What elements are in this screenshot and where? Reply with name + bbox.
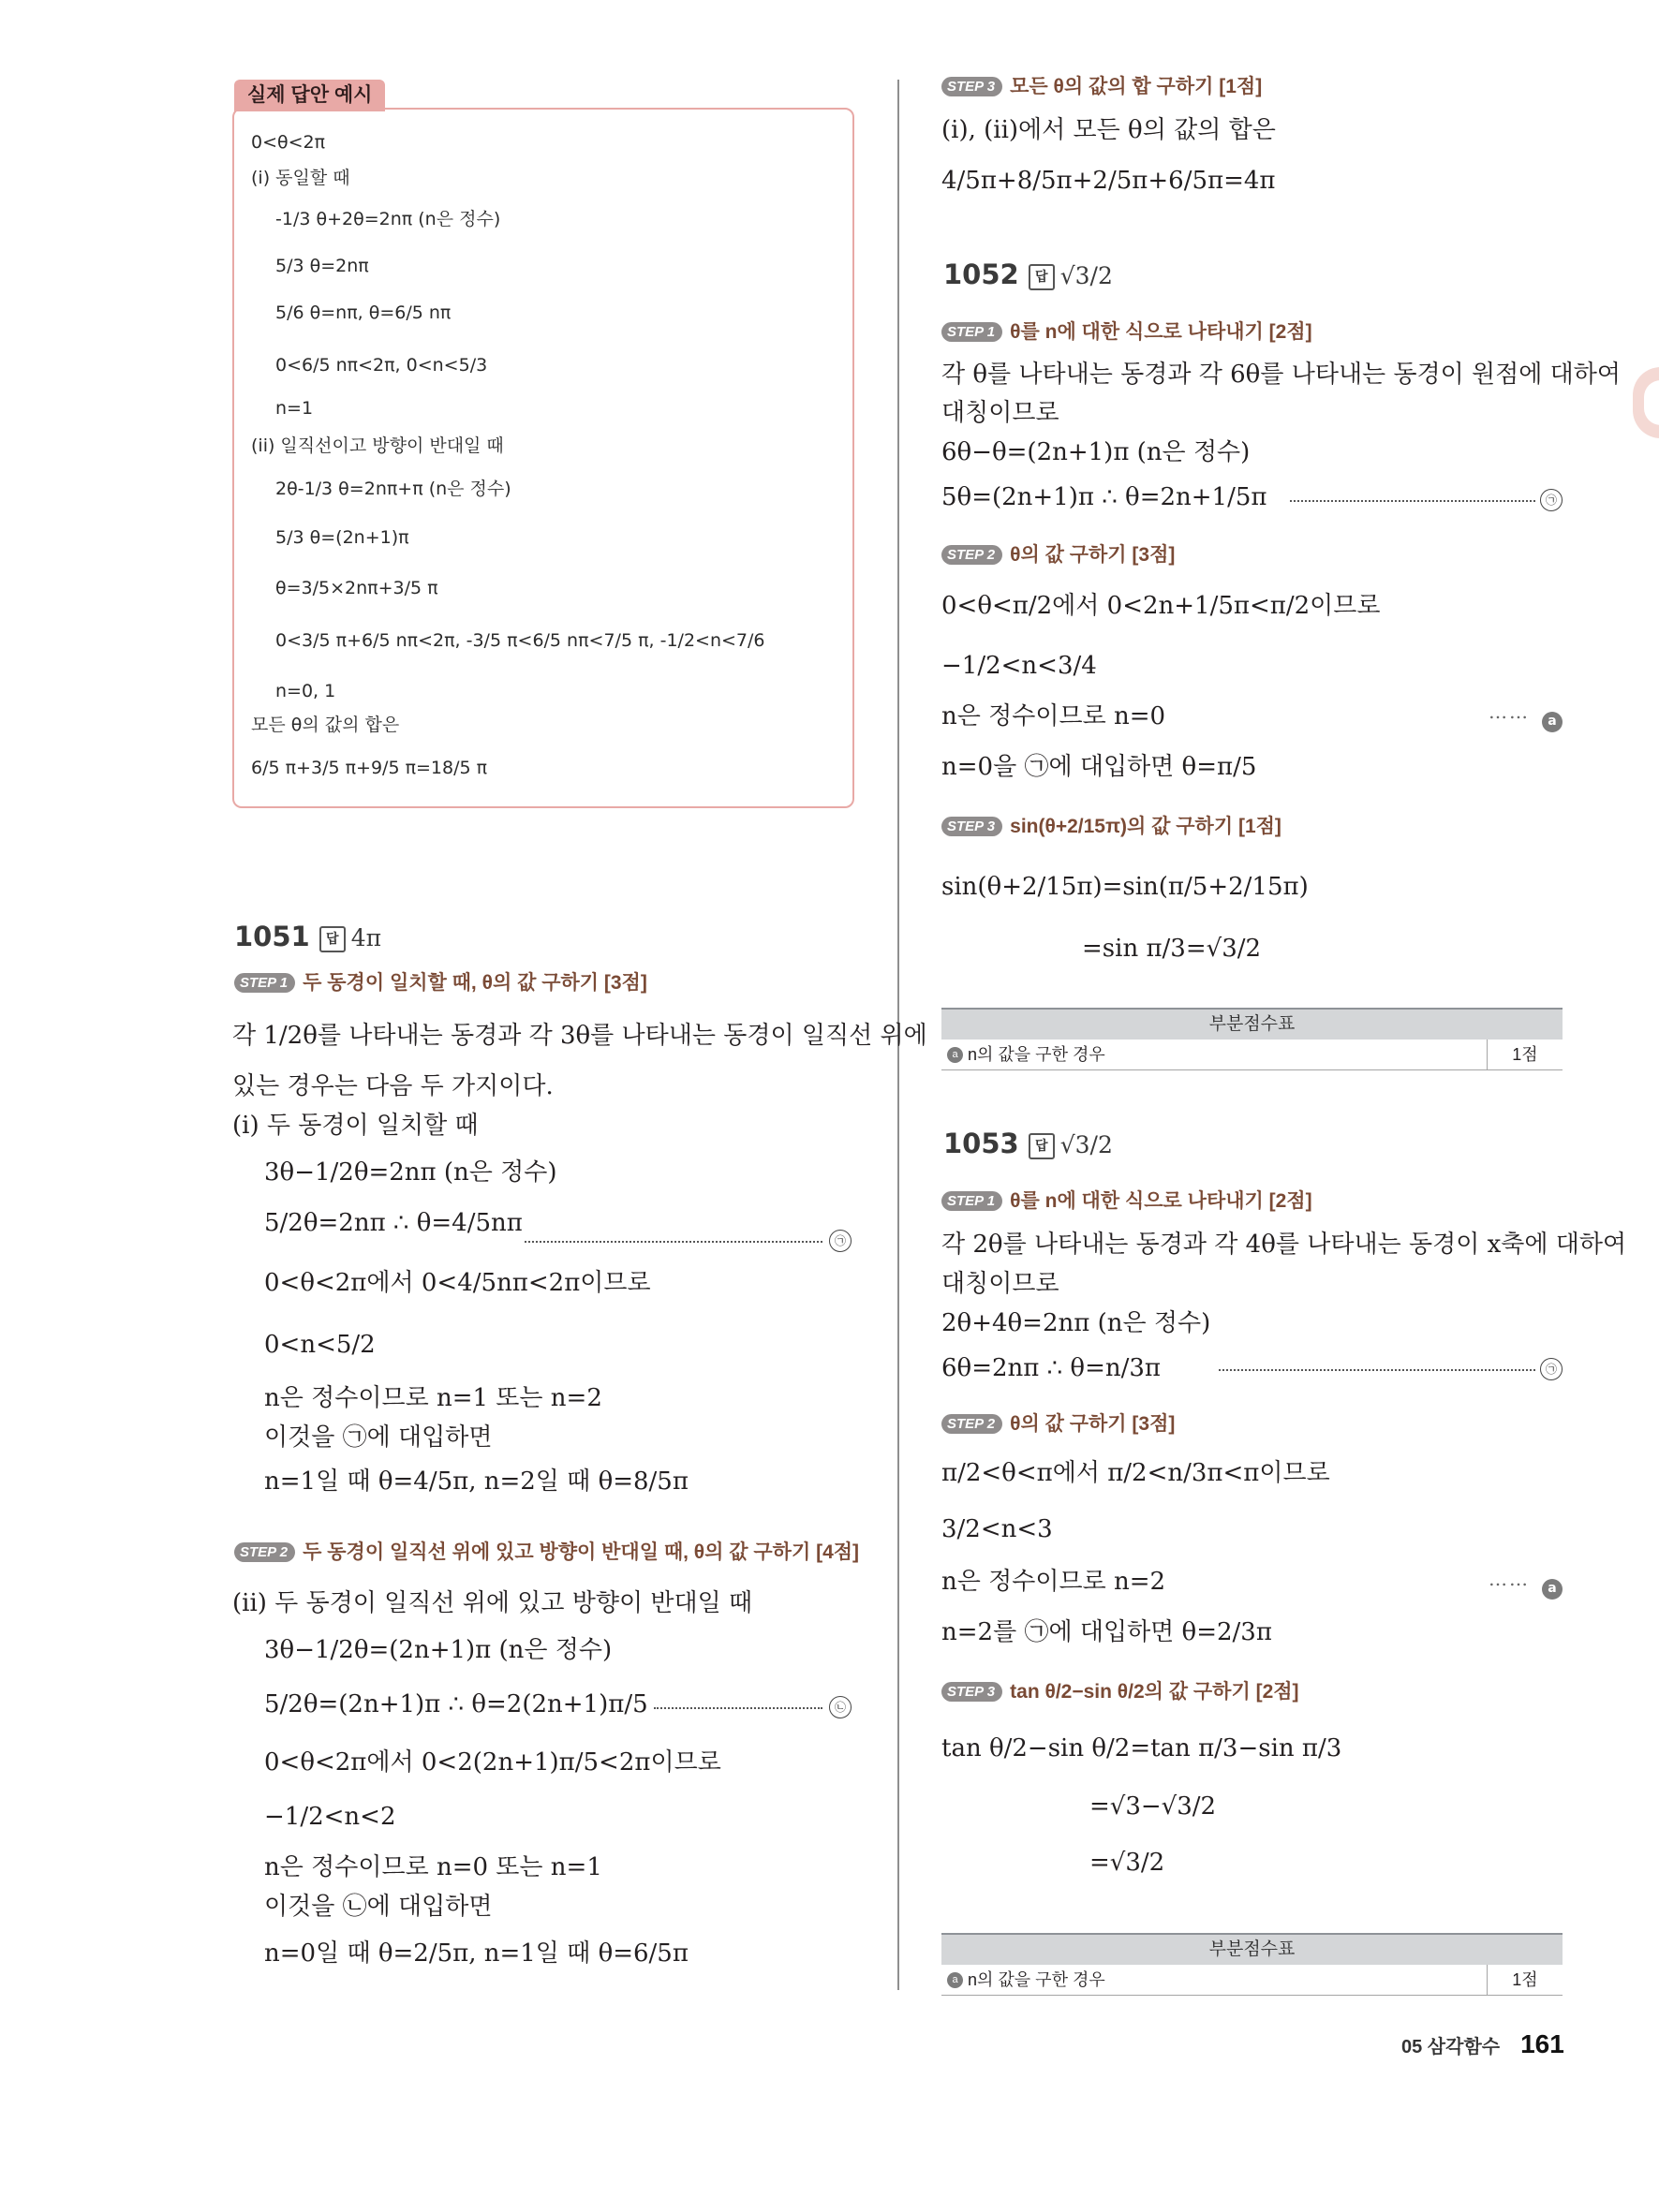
problem-1052-header: [943, 258, 1113, 290]
solution-line: sin(θ+2/15π)=sin(π/5+2/15π): [941, 873, 1309, 901]
solution-line: 0<θ<2π에서 0<4/5nπ<2π이므로: [264, 1269, 651, 1297]
dotted-leader: ……: [1489, 1568, 1530, 1590]
step-header: [941, 1410, 1175, 1438]
step-title: sin(θ+2/15π)의 값 구하기 [1점]: [1010, 816, 1281, 837]
step-badge: STEP 1: [941, 322, 1002, 342]
solution-line: 3θ−1/2θ=(2n+1)π (n은 정수): [264, 1636, 613, 1664]
solution-line: 6θ−θ=(2n+1)π (n은 정수): [941, 438, 1251, 466]
step-header: [234, 969, 647, 997]
solution-line: 각 θ를 나타내는 동경과 각 6θ를 나타내는 동경이 원점에 대하여: [941, 361, 1622, 389]
step-header: [941, 318, 1312, 347]
step-badge: STEP 1: [941, 1191, 1002, 1211]
solution-line: 이것을 ㉠에 대입하면: [264, 1423, 493, 1452]
solution-line: n은 정수이므로 n=1 또는 n=2: [264, 1384, 602, 1412]
answer-line: 0<6/5 nπ<2π, 0<n<5/3: [275, 355, 488, 376]
solution-line: −1/2<n<2: [264, 1803, 396, 1831]
answer-line: 5/3 θ=2nπ: [275, 256, 369, 276]
step-badge: STEP 1: [234, 973, 295, 993]
score-row: [941, 1965, 1563, 1996]
dotted-leader: ……: [1489, 700, 1530, 723]
step-title: θ를 n에 대한 식으로 나타내기 [2점]: [1010, 1190, 1312, 1212]
mark-a-icon: a: [1542, 712, 1563, 732]
answer-line: θ=3/5×2nπ+3/5 π: [275, 578, 438, 598]
score-row: [941, 1040, 1563, 1070]
solution-line: n=2를 ㉠에 대입하면 θ=2/3π: [941, 1618, 1272, 1646]
problem-answer: 4π: [350, 924, 382, 951]
solution-line: 5/2θ=(2n+1)π ∴ θ=2(2n+1)π/5: [264, 1690, 648, 1718]
step-badge: STEP 2: [234, 1542, 295, 1562]
score-points: 1점: [1487, 1040, 1563, 1069]
answer-line: (ii) 일직선이고 방향이 반대일 때: [251, 435, 504, 456]
step-badge: STEP 2: [941, 1414, 1002, 1434]
circled-mark: ㉡: [829, 1696, 852, 1718]
answer-mark-icon: 답: [1029, 264, 1055, 290]
solution-line: 3θ−1/2θ=2nπ (n은 정수): [264, 1158, 557, 1187]
step-title: θ의 값 구하기 [3점]: [1010, 1413, 1176, 1435]
circled-mark: ㉠: [1540, 1358, 1563, 1380]
answer-mark-icon: 답: [1029, 1133, 1055, 1159]
answer-line: 5/3 θ=(2n+1)π: [275, 527, 409, 548]
step-title: θ의 값 구하기 [3점]: [1010, 544, 1176, 566]
score-table-header: 부분점수표: [941, 1933, 1563, 1965]
solution-line: 각 1/2θ를 나타내는 동경과 각 3θ를 나타내는 동경이 일직선 위에: [232, 1022, 927, 1050]
answer-line: 0<θ<2π: [251, 132, 326, 153]
answer-line: n=1: [275, 398, 314, 419]
solution-line: (i), (ii)에서 모든 θ의 값의 합은: [941, 116, 1276, 144]
chapter-tab-marker: [1633, 367, 1659, 438]
solution-line: π/2<θ<π에서 π/2<n/3π<π이므로: [941, 1459, 1330, 1487]
score-item: n의 값을 구한 경우: [968, 1970, 1105, 1989]
answer-line: 0<3/5 π+6/5 nπ<2π, -3/5 π<6/5 nπ<7/5 π, -1/2<n<7/6: [275, 630, 765, 651]
real-answer-label: 실제 답안 예시: [234, 80, 385, 111]
solution-line: (i) 두 동경이 일치할 때: [232, 1112, 479, 1140]
step-header: [941, 73, 1262, 101]
solution-line: 0<n<5/2: [264, 1331, 376, 1359]
partial-score-table: [941, 1008, 1563, 1070]
solution-line: 대칭이므로: [941, 399, 1059, 427]
solution-line: 5θ=(2n+1)π ∴ θ=2n+1/5π: [941, 483, 1267, 511]
step-badge: STEP 3: [941, 1682, 1002, 1702]
solution-line: 6θ=2nπ ∴ θ=n/3π: [941, 1354, 1161, 1382]
score-points: 1점: [1487, 1965, 1563, 1995]
answer-line: -1/3 θ+2θ=2nπ (n은 정수): [275, 209, 501, 229]
problem-number: 1051: [234, 921, 310, 952]
problem-1053-header: [943, 1128, 1113, 1159]
problem-number: 1053: [943, 1128, 1019, 1159]
answer-line: n=0, 1: [275, 681, 336, 701]
solution-line: =√3/2: [1089, 1849, 1165, 1877]
solution-line: 5/2θ=2nπ ∴ θ=4/5nπ: [264, 1209, 523, 1237]
step-title: 두 동경이 일직선 위에 있고 방향이 반대일 때, θ의 값 구하기 [4점]: [303, 1541, 860, 1563]
dotted-leader: [1219, 1369, 1535, 1371]
step-badge: STEP 3: [941, 77, 1002, 96]
solution-line: −1/2<n<3/4: [941, 652, 1097, 680]
circled-mark: ㉠: [829, 1230, 852, 1252]
step-title: θ를 n에 대한 식으로 나타내기 [2점]: [1010, 321, 1312, 343]
score-table-header: 부분점수표: [941, 1008, 1563, 1040]
step-header: [941, 1678, 1299, 1706]
step-header: [941, 541, 1175, 569]
partial-score-table: [941, 1933, 1563, 1996]
page-number: 161: [1520, 2029, 1564, 2058]
problem-1051-header: [234, 921, 381, 952]
real-answer-box: [232, 108, 854, 808]
answer-line: 5/6 θ=nπ, θ=6/5 nπ: [275, 302, 452, 323]
solution-line: 대칭이므로: [941, 1270, 1059, 1298]
solution-line: 있는 경우는 다음 두 가지이다.: [232, 1072, 554, 1100]
solution-line: n=0일 때 θ=2/5π, n=1일 때 θ=6/5π: [264, 1939, 689, 1968]
section-title: 05 삼각함수: [1401, 2037, 1501, 2057]
solution-line: =√3−√3/2: [1089, 1792, 1217, 1821]
solution-line: n=0을 ㉠에 대입하면 θ=π/5: [941, 753, 1257, 781]
solution-line: (ii) 두 동경이 일직선 위에 있고 방향이 반대일 때: [232, 1589, 753, 1617]
mark-a-icon: a: [1542, 1579, 1563, 1600]
dotted-leader: [654, 1707, 822, 1709]
answer-line: 6/5 π+3/5 π+9/5 π=18/5 π: [251, 758, 488, 778]
answer-mark-icon: 답: [319, 926, 346, 952]
problem-answer: √3/2: [1059, 1131, 1113, 1158]
circled-mark: ㉠: [1540, 489, 1563, 511]
step-header: [941, 1187, 1312, 1216]
step-badge: STEP 2: [941, 545, 1002, 565]
solution-line: n은 정수이므로 n=2: [941, 1568, 1166, 1596]
solution-line: 각 2θ를 나타내는 동경과 각 4θ를 나타내는 동경이 x축에 대하여: [941, 1231, 1627, 1259]
mark-a-icon: a: [947, 1047, 963, 1063]
dotted-leader: [525, 1241, 822, 1243]
step-header: [234, 1539, 859, 1567]
problem-number: 1052: [943, 258, 1019, 290]
solution-line: 3/2<n<3: [941, 1515, 1053, 1543]
step-badge: STEP 3: [941, 817, 1002, 836]
solution-line: tan θ/2−sin θ/2=tan π/3−sin π/3: [941, 1734, 1342, 1762]
solution-line: n은 정수이므로 n=0: [941, 702, 1166, 730]
problem-answer: √3/2: [1059, 262, 1113, 289]
step-title: 두 동경이 일치할 때, θ의 값 구하기 [3점]: [303, 972, 647, 994]
solution-line: 0<θ<2π에서 0<2(2n+1)π/5<2π이므로: [264, 1748, 721, 1777]
solution-line: n=1일 때 θ=4/5π, n=2일 때 θ=8/5π: [264, 1467, 689, 1496]
step-header: [941, 813, 1281, 841]
answer-line: (i) 동일할 때: [251, 168, 350, 188]
solution-line: n은 정수이므로 n=0 또는 n=1: [264, 1853, 602, 1881]
solution-line: 4/5π+8/5π+2/5π+6/5π=4π: [941, 167, 1276, 195]
solution-line: 이것을 ㉡에 대입하면: [264, 1893, 493, 1921]
page-footer: [1401, 2029, 1564, 2059]
mark-a-icon: a: [947, 1972, 963, 1988]
answer-line: 2θ-1/3 θ=2nπ+π (n은 정수): [275, 479, 511, 499]
answer-line: 모든 θ의 값의 합은: [251, 715, 400, 735]
solution-line: 2θ+4θ=2nπ (n은 정수): [941, 1309, 1211, 1337]
step-title: tan θ/2−sin θ/2의 값 구하기 [2점]: [1010, 1681, 1299, 1703]
dotted-leader: [1290, 500, 1535, 502]
score-item: n의 값을 구한 경우: [968, 1045, 1105, 1064]
step-title: 모든 θ의 값의 합 구하기 [1점]: [1010, 76, 1263, 97]
solution-line: 0<θ<π/2에서 0<2n+1/5π<π/2이므로: [941, 592, 1381, 620]
solution-line: =sin π/3=√3/2: [1082, 935, 1262, 963]
